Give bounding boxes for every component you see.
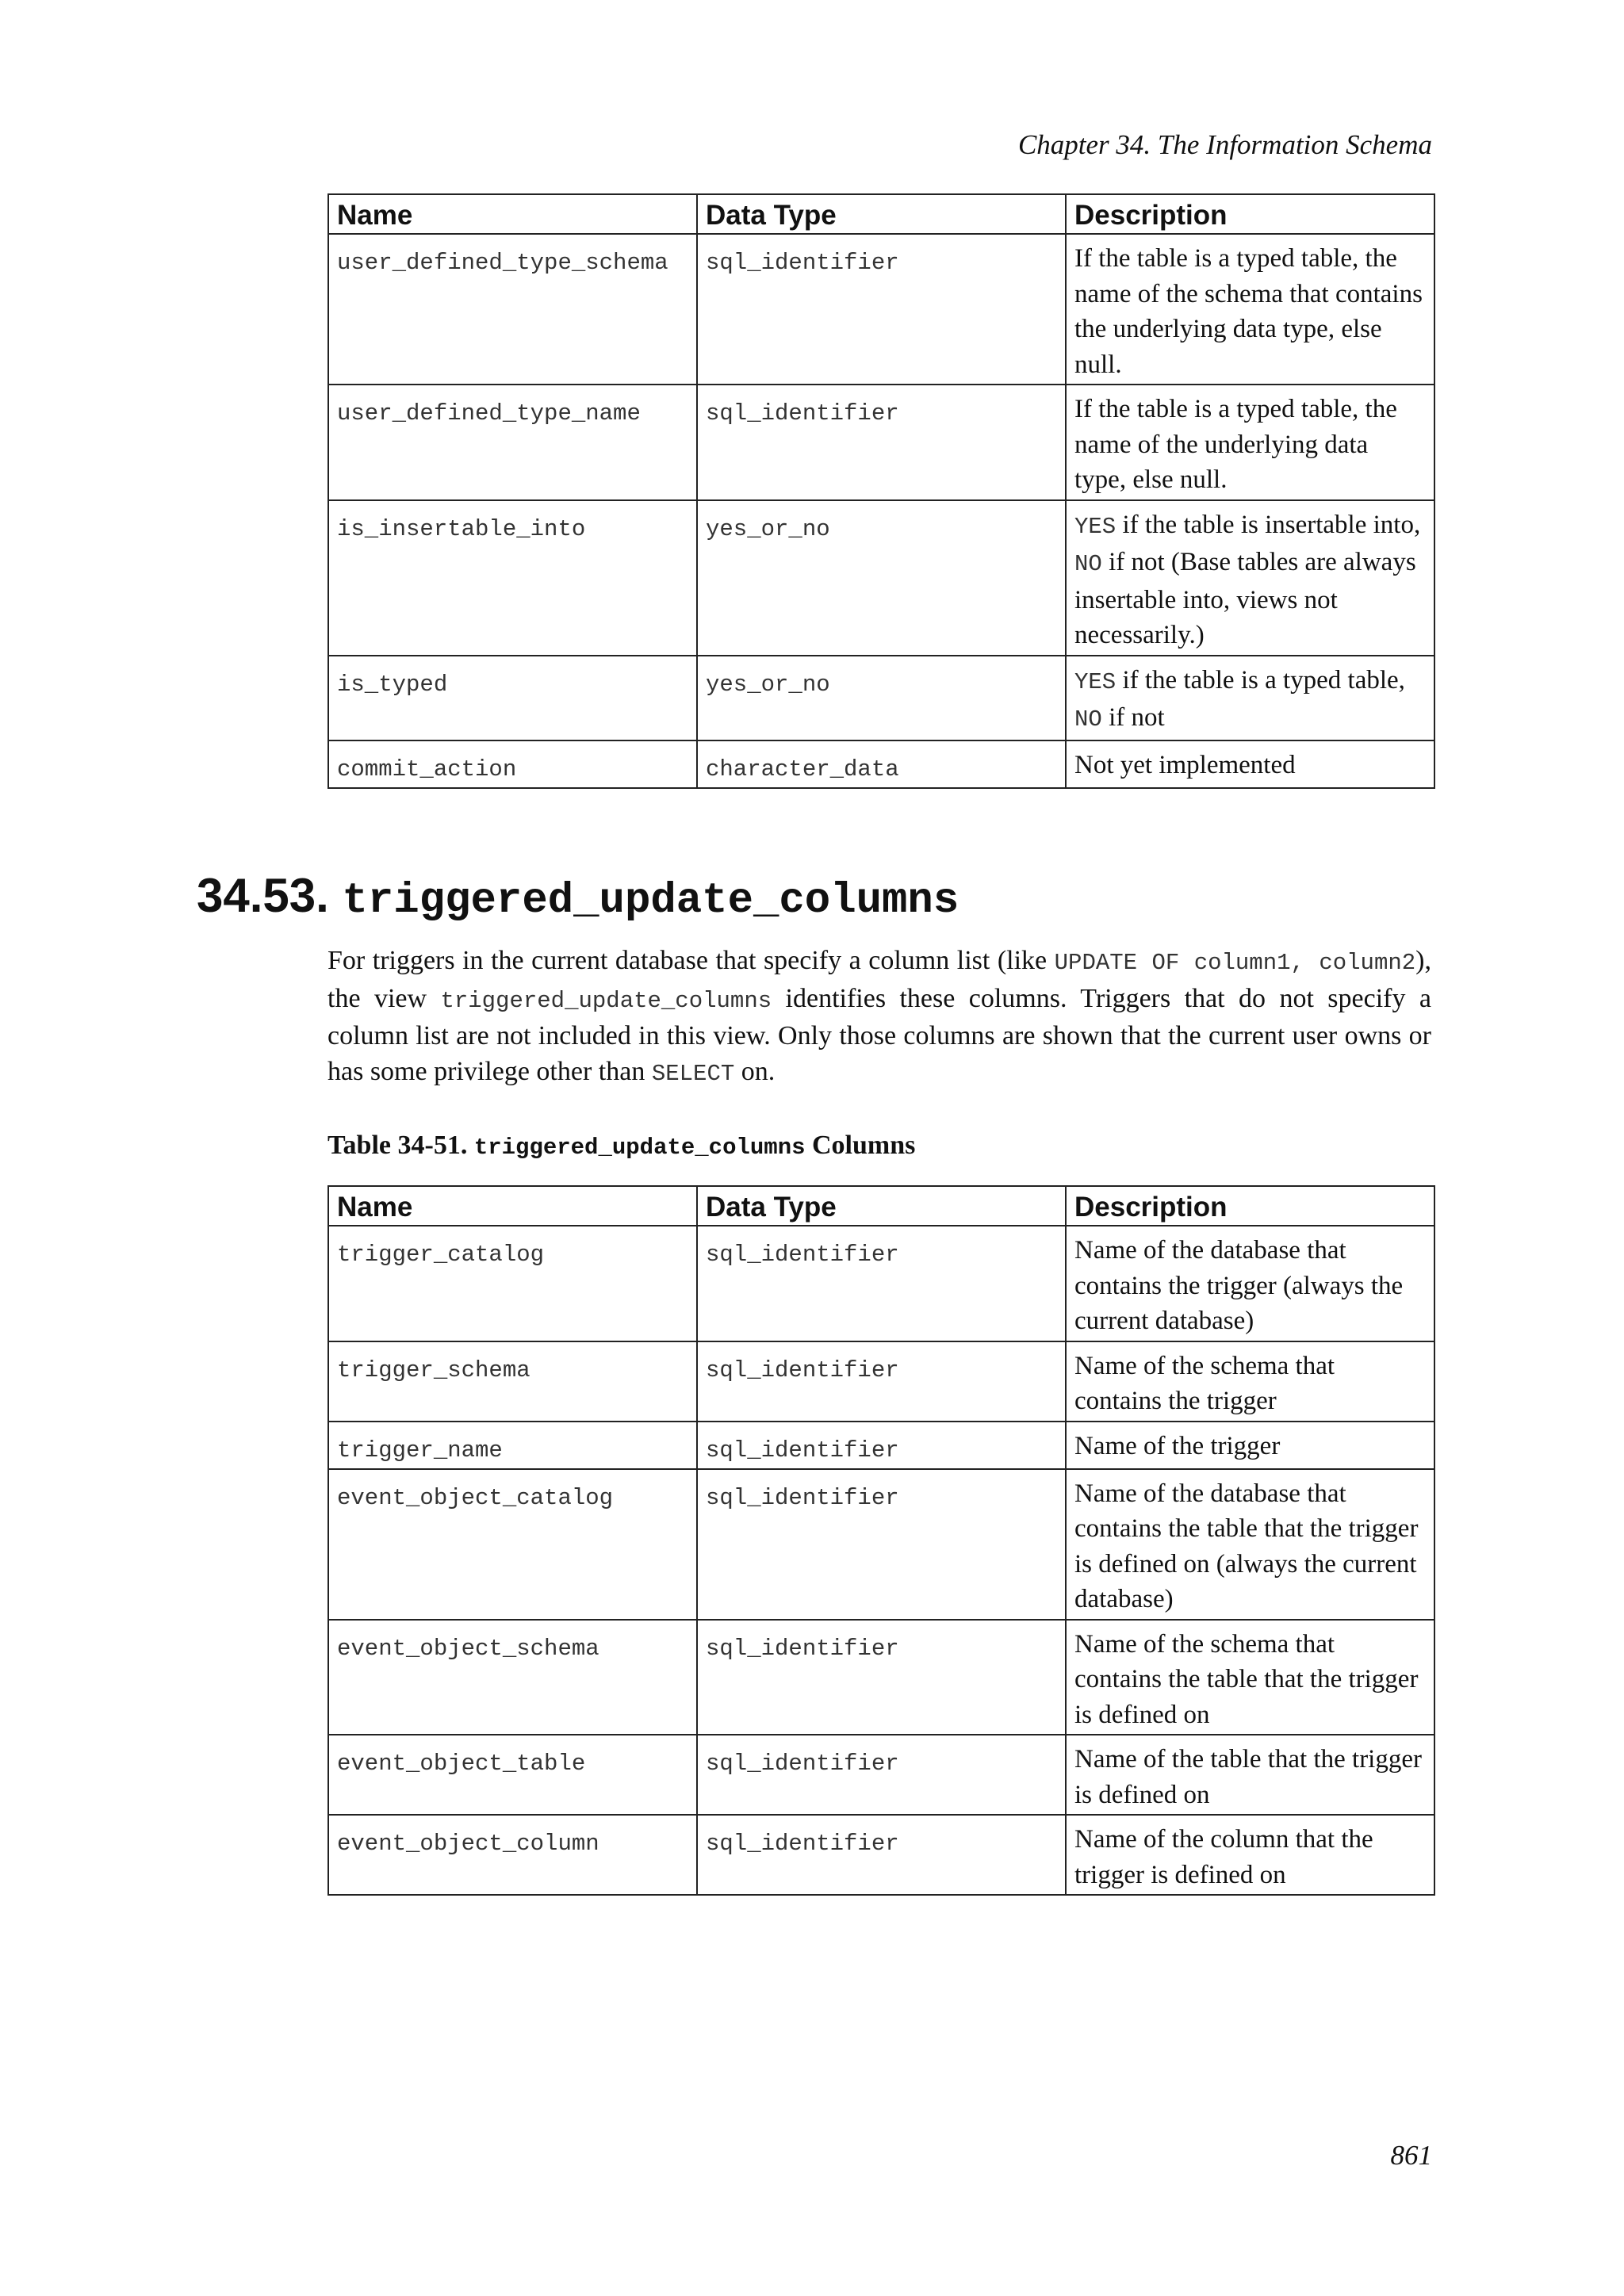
table-row	[328, 740, 1434, 788]
column-description: Name of the schema that contains the table that the trigger is defined on	[1066, 1620, 1434, 1735]
column-description	[1066, 385, 1434, 500]
code-literal: UPDATE OF column1, column2	[1054, 950, 1416, 976]
table-header-row	[328, 194, 1434, 234]
column-description	[1066, 740, 1434, 788]
paragraph-text: on.	[734, 1056, 776, 1086]
column-data-type: sql_identifier	[697, 234, 1066, 385]
column-name: event_object_table	[328, 1735, 697, 1815]
column-description	[1066, 234, 1434, 385]
header-description: Description	[1066, 1186, 1434, 1226]
description-text: if not (Base tables are always insertable into, views not necessarily.)	[1074, 548, 1416, 649]
description-text: if not	[1101, 703, 1165, 732]
section-number: 34.53.	[197, 869, 329, 922]
column-description: Name of the database that contains the table that the trigger is defined on (always the current database)	[1066, 1469, 1434, 1620]
column-name: is_insertable_into	[328, 500, 697, 656]
chapter-header: Chapter 34. The Information Schema	[1017, 129, 1432, 160]
header-data-type: Data Type	[697, 1186, 1066, 1226]
column-description: Name of the table that the trigger is defined on	[1066, 1735, 1434, 1815]
description-text: If the table is a typed table, the name of the underlying data type, else null.	[1074, 395, 1397, 494]
code-literal: YES	[1074, 668, 1116, 695]
column-name: commit_action	[328, 740, 697, 788]
column-data-type: sql_identifier	[697, 1422, 1066, 1469]
table-row	[328, 1735, 1434, 1815]
column-name: trigger_schema	[328, 1341, 697, 1422]
column-name: event_object_catalog	[328, 1469, 697, 1620]
table-row	[328, 500, 1434, 656]
section-title: triggered_update_columns	[342, 877, 959, 925]
column-data-type: sql_identifier	[697, 1469, 1066, 1620]
section-heading	[197, 864, 959, 933]
table-row	[328, 1341, 1434, 1422]
table-row	[328, 1815, 1434, 1895]
column-description	[1066, 656, 1434, 740]
column-data-type: character_data	[697, 740, 1066, 788]
caption-label: Table 34-51.	[327, 1131, 474, 1160]
column-name: trigger_catalog	[328, 1226, 697, 1341]
description-text: if the table is a typed table,	[1116, 665, 1405, 695]
triggered-update-columns-table	[327, 1185, 1435, 1896]
table-header-row	[328, 1186, 1434, 1226]
table-row	[328, 1469, 1434, 1620]
caption-suffix: Columns	[805, 1131, 916, 1160]
column-description: Name of the schema that contains the trigger	[1066, 1341, 1434, 1422]
page-number: 861	[1390, 2140, 1432, 2171]
code-literal: YES	[1074, 513, 1116, 540]
table-row	[328, 385, 1434, 500]
column-data-type: sql_identifier	[697, 1815, 1066, 1895]
description-text: Not yet implemented	[1074, 750, 1296, 779]
description-text: If the table is a typed table, the name of the schema that contains the underlying data type, else null.	[1074, 244, 1423, 379]
header-name: Name	[328, 1186, 697, 1226]
header-name: Name	[328, 194, 697, 234]
column-description	[1066, 500, 1434, 656]
paragraph-text: For triggers in the current database that specify a column list (like	[327, 946, 1055, 975]
code-literal: triggered_update_columns	[440, 987, 772, 1014]
code-literal: NO	[1074, 551, 1102, 577]
column-description: Name of the database that contains the trigger (always the current database)	[1066, 1226, 1434, 1341]
table-row	[328, 1620, 1434, 1735]
column-name: user_defined_type_name	[328, 385, 697, 500]
column-data-type: sql_identifier	[697, 385, 1066, 500]
header-description: Description	[1066, 194, 1434, 234]
column-description: Name of the trigger	[1066, 1422, 1434, 1469]
column-name: event_object_schema	[328, 1620, 697, 1735]
column-data-type: sql_identifier	[697, 1226, 1066, 1341]
code-literal: SELECT	[651, 1060, 735, 1087]
column-data-type: sql_identifier	[697, 1620, 1066, 1735]
paragraph-text: ), the view	[327, 946, 1431, 1013]
table-caption	[327, 1126, 915, 1168]
table-row	[328, 1226, 1434, 1341]
column-data-type: yes_or_no	[697, 656, 1066, 740]
column-name: is_typed	[328, 656, 697, 740]
table-row	[328, 234, 1434, 385]
section-paragraph	[327, 943, 1431, 1092]
column-description: Name of the column that the trigger is defined on	[1066, 1815, 1434, 1895]
table-row	[328, 656, 1434, 740]
table-row	[328, 1422, 1434, 1469]
description-text: if the table is insertable into,	[1116, 510, 1421, 539]
column-name: event_object_column	[328, 1815, 697, 1895]
columns-table-continued	[327, 193, 1435, 789]
column-data-type: sql_identifier	[697, 1341, 1066, 1422]
column-name: user_defined_type_schema	[328, 234, 697, 385]
caption-code: triggered_update_columns	[473, 1135, 806, 1161]
column-data-type: yes_or_no	[697, 500, 1066, 656]
header-data-type: Data Type	[697, 194, 1066, 234]
code-literal: NO	[1074, 706, 1102, 733]
column-name: trigger_name	[328, 1422, 697, 1469]
column-data-type: sql_identifier	[697, 1735, 1066, 1815]
paragraph-text: identifies these columns. Triggers that do not specify a column list are not included in this view. Only those columns are shown that the current user owns or has some privilege other than	[327, 983, 1431, 1086]
